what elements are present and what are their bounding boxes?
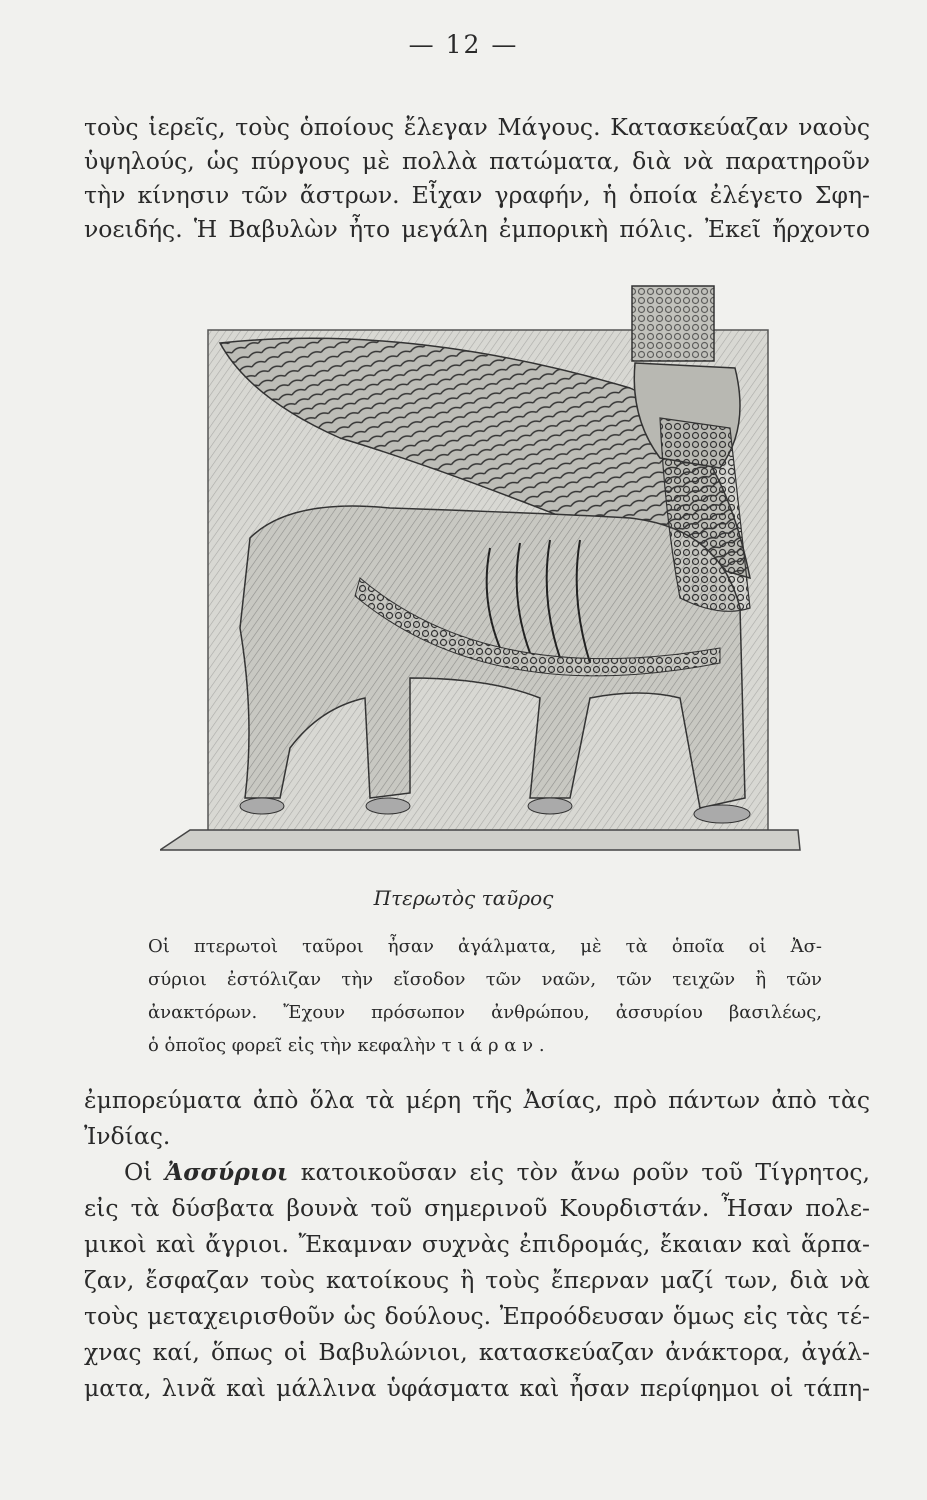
text-line: τοὺς ἱερεῖς, τοὺς ὁποίους ἔλεγαν Μάγους. Κατασκεύαζαν ναοὺς <box>84 113 870 141</box>
text-line: εἰς τὰ δύσβατα βουνὰ τοῦ σημερινοῦ Κουρδιστάν. Ἦσαν πολε- <box>84 1194 870 1222</box>
text-line <box>84 1154 870 1190</box>
caption-line: Οἱ πτερωτοὶ ταῦροι ἦσαν ἀγάλματα, μὲ τὰ ὁποῖα οἱ Ἀσ- <box>148 936 822 957</box>
caption-line: ὁ ὁποῖος φορεῖ εἰς τὴν κεφαλὴν τ ι ά ρ α ν . <box>148 1035 545 1056</box>
text-line: τὴν κίνησιν τῶν ἄστρων. Εἶχαν γραφήν, ἡ ὁποία ἐλέγετο Σφη- <box>84 181 870 209</box>
text-line: χνας καί, ὅπως οἱ Βαβυλώνιοι, κατασκεύαζαν ἀνάκτορα, ἀγάλ- <box>84 1338 870 1366</box>
text-line: ζαν, ἔσφαζαν τοὺς κατοίκους ἢ τοὺς ἔπερναν μαζί των, διὰ νὰ <box>84 1266 870 1294</box>
caption-line: ἀνακτόρων. Ἔχουν πρόσωπον ἀνθρώπου, ἀσσυρίου βασιλέως, <box>148 1002 822 1023</box>
text-line: μικοὶ καὶ ἄγριοι. Ἔκαμναν συχνὰς ἐπιδρομάς, ἔκαιαν καὶ ἅρπα- <box>84 1230 870 1258</box>
text-line: ἐμπορεύματα ἀπὸ ὅλα τὰ μέρη τῆς Ἀσίας, πρὸ πάντων ἀπὸ τὰς <box>84 1086 870 1114</box>
text-line: νοειδής. Ἡ Βαβυλὼν ἦτο μεγάλη ἐμπορικὴ πόλις. Ἐκεῖ ἤρχοντο <box>84 215 870 243</box>
caption-title: Πτερωτὸς ταῦρος <box>373 886 554 910</box>
text-fragment: Οἱ <box>124 1158 165 1186</box>
text-line: Ἰνδίας. <box>84 1122 171 1150</box>
text-line: ὑψηλούς, ὡς πύργους μὲ πολλὰ πατώματα, διὰ νὰ παρατηροῦν <box>84 147 870 175</box>
text-line: τοὺς μεταχειρισθοῦν ὡς δούλους. Ἐπροόδευσαν ὅμως εἰς τὰς τέ- <box>84 1302 870 1330</box>
top-paragraph <box>84 110 870 246</box>
page-number: — 12 — <box>408 30 519 59</box>
caption-text <box>148 930 822 1062</box>
caption-line: σύριοι ἐστόλιζαν τὴν εἴσοδον τῶν ναῶν, τῶν τειχῶν ἢ τῶν <box>148 969 822 990</box>
text-line: ματα, λινᾶ καὶ μάλλινα ὑφάσματα καὶ ἦσαν περίφημοι οἱ τάπη- <box>84 1374 870 1402</box>
assyrians-name: Ἀσσύριοι <box>165 1158 289 1186</box>
winged-bull-illustration <box>160 278 810 860</box>
text-fragment: κατοικοῦσαν εἰς τὸν ἄνω ροῦν τοῦ Τίγρητος, <box>288 1158 870 1186</box>
bottom-paragraph <box>84 1082 870 1406</box>
